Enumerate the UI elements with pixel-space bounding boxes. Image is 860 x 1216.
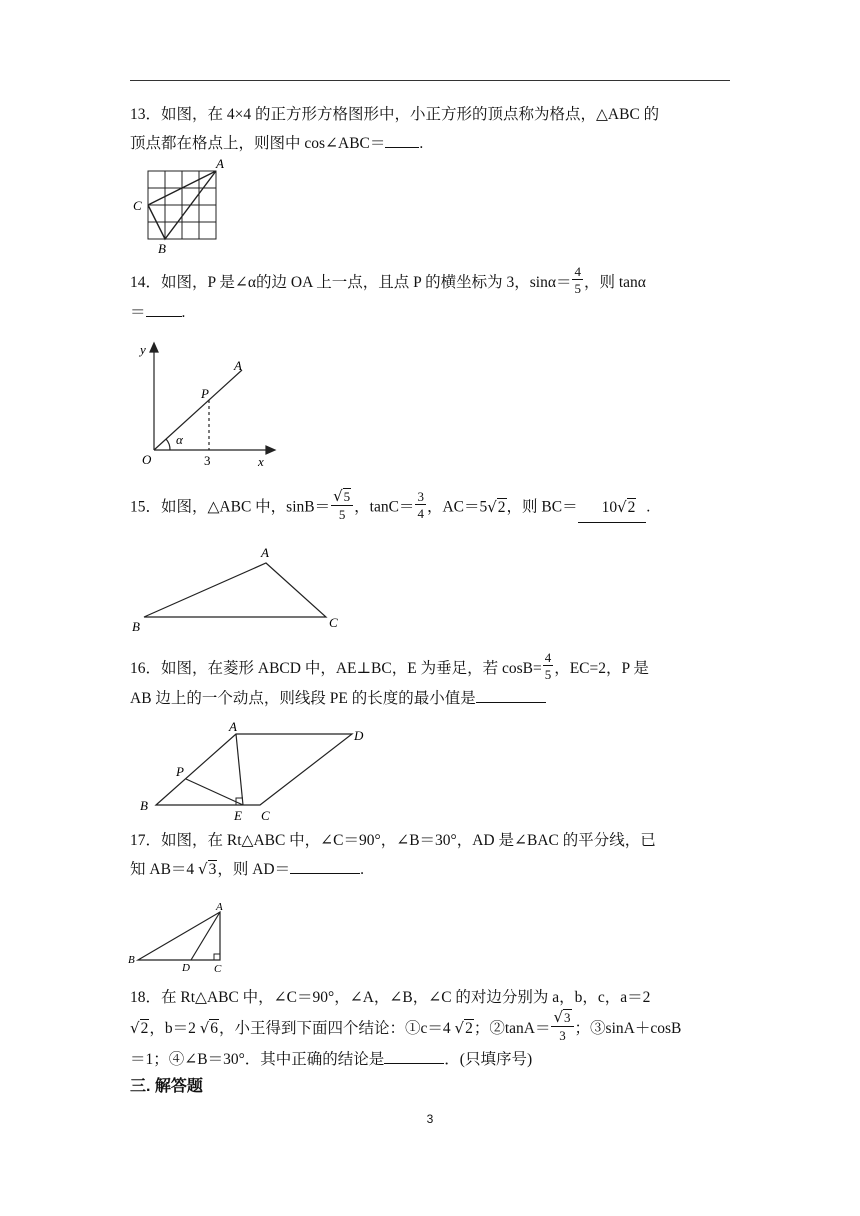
- figure-15-triangle: [128, 543, 348, 635]
- question-14: 14．如图，P 是∠α的边 OA 上一点，且点 P 的横坐标为 3，sinα＝ $\frac{4}{5}$ ，则 tanα ＝ .: [130, 264, 646, 322]
- answer-blank-17[interactable]: [290, 873, 360, 874]
- label-P: P: [201, 386, 209, 401]
- label-B: B: [132, 619, 140, 634]
- figure-17-right-triangle: [128, 900, 238, 975]
- answer-blank-13[interactable]: [385, 147, 419, 148]
- fraction-cosB: $\frac{4}{5}$: [544, 650, 552, 683]
- label-A: A: [216, 901, 223, 913]
- label-A: A: [234, 358, 242, 373]
- label-B: B: [158, 241, 166, 256]
- question-18: 18．在 Rt△ABC 中，∠C＝90°，∠A，∠B，∠C 的对边分别为 a，b，c，a＝2 √2，b＝2 √6，小王得到下面四个结论：①c＝4 √2；②tanA＝ $\frac{√3}{3}$ ；③sinA＋cosB ＝1；④∠B＝30°．其中正确的结论是 ．(只填序号): [130, 989, 682, 1069]
- page-number: 3: [426, 1112, 434, 1126]
- answer-15: 10√2: [578, 493, 647, 523]
- question-13: 13．如图，在 4×4 的正方形方格图形中，小正方形的顶点称为格点，△ABC 的 顶点都在格点上，则图中 cos∠ABC＝ .: [130, 106, 660, 152]
- label-C: C: [214, 963, 222, 975]
- label-D: D: [182, 962, 190, 974]
- label-P: P: [176, 764, 184, 779]
- fraction-tanA: $\frac{√3}{3}$: [551, 1010, 573, 1042]
- label-C: C: [261, 808, 270, 823]
- label-alpha: α: [176, 432, 183, 447]
- fraction-tanC: $\frac{3}{4}$: [417, 489, 424, 521]
- label-A: A: [216, 156, 224, 171]
- question-16: 16．如图，在菱形 ABCD 中，AE⊥BC，E 为垂足，若 cosB= $\frac{4}{5}$ ，EC=2，P 是 AB 边上的一个动点，则线段 PE 的长度的最小值是: [130, 650, 649, 708]
- label-three: 3: [204, 453, 211, 468]
- label-O: O: [142, 452, 152, 467]
- label-y: y: [140, 342, 146, 357]
- figure-16-rhombus: [130, 719, 364, 825]
- label-B: B: [128, 954, 135, 966]
- label-x: x: [258, 454, 264, 469]
- figure-13-grid: [128, 158, 228, 258]
- label-B: B: [140, 798, 148, 813]
- label-C: C: [329, 615, 338, 630]
- fraction-sinB: $\frac{√5}{5}$: [331, 489, 353, 521]
- label-A: A: [229, 719, 237, 734]
- answer-blank-18[interactable]: [384, 1063, 444, 1064]
- figure-14-coordinate: [130, 338, 280, 473]
- label-E: E: [234, 808, 242, 823]
- fraction-sin-alpha: $\frac{4}{5}$: [574, 264, 581, 297]
- answer-blank-16[interactable]: [476, 702, 546, 703]
- label-A: A: [261, 545, 269, 560]
- label-C: C: [133, 198, 142, 213]
- label-D: D: [354, 728, 364, 743]
- section-heading: 三. 解答题: [130, 1078, 203, 1095]
- question-17: 17．如图，在 Rt△ABC 中，∠C＝90°，∠B＝30°，AD 是∠BAC 的平分线，已 知 AB＝4 √3，则 AD＝ .: [130, 832, 656, 878]
- answer-blank-14[interactable]: [146, 316, 182, 317]
- header-rule: [130, 80, 730, 81]
- question-15: 15．如图，△ABC 中，sinB＝ $\frac{√5}{5}$ ，tanC＝ $\frac{3}{4}$ ，AC＝5√2，则 BC＝ 10√2 .: [130, 487, 651, 522]
